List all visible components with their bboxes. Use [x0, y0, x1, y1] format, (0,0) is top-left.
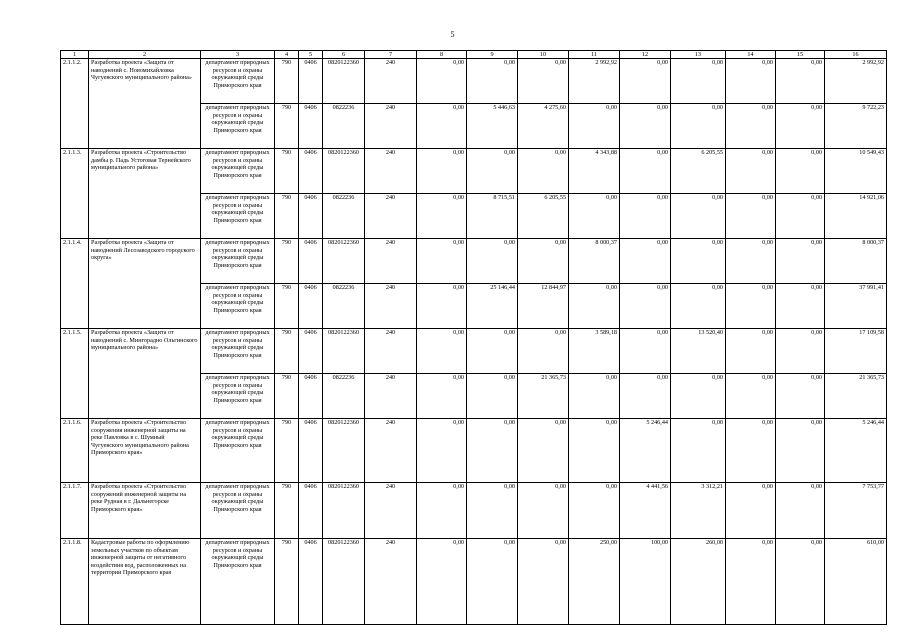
cell-c15: 0,00 — [776, 374, 825, 419]
cell-c11: 0,00 — [569, 194, 620, 239]
cell-c14: 0,00 — [726, 59, 776, 104]
cell-c8: 0,00 — [417, 239, 467, 284]
item-name: Кадастровые работы по оформлению земельных участков по объектам инженерной защиты от негативного воздействия вод, расположенных на территории Приморского края — [89, 539, 201, 625]
column-number: 7 — [365, 51, 417, 59]
cell-c7: 240 — [365, 104, 417, 149]
cell-c13: 0,00 — [671, 104, 726, 149]
cell-c7: 240 — [365, 59, 417, 104]
cell-c13: 0,00 — [671, 239, 726, 284]
cell-c4: 790 — [275, 329, 299, 374]
cell-c11: 4 343,88 — [569, 149, 620, 194]
cell-c13: 260,00 — [671, 539, 726, 625]
cell-c16: 2 992,92 — [825, 59, 887, 104]
cell-c16: 21 365,73 — [825, 374, 887, 419]
header-row — [61, 51, 887, 59]
table-row — [61, 419, 887, 483]
cell-c12: 5 246,44 — [620, 419, 671, 483]
cell-c15: 0,00 — [776, 329, 825, 374]
responsible-executor: департамент природных ресурсов и охраны окружающей среды Приморского края — [201, 284, 275, 329]
cell-c12: 0,00 — [620, 104, 671, 149]
table-row — [61, 329, 887, 374]
cell-c12: 0,00 — [620, 149, 671, 194]
item-name: Разработка проекта «Строительство сооружений инженерной защиты на реке Рудная в г. Дальнегорске Приморского края» — [89, 483, 201, 539]
responsible-executor: департамент природных ресурсов и охраны окружающей среды Приморского края — [201, 104, 275, 149]
cell-c5: 0406 — [299, 194, 323, 239]
column-number: 16 — [825, 51, 887, 59]
cell-c6: 0822236 — [323, 284, 365, 329]
column-number: 11 — [569, 51, 620, 59]
cell-c4: 790 — [275, 59, 299, 104]
table-row — [61, 239, 887, 284]
cell-c7: 240 — [365, 284, 417, 329]
cell-c7: 240 — [365, 149, 417, 194]
cell-c12: 0,00 — [620, 374, 671, 419]
cell-c9: 0,00 — [467, 239, 518, 284]
cell-c14: 0,00 — [726, 419, 776, 483]
column-number: 9 — [467, 51, 518, 59]
cell-c10: 0,00 — [518, 329, 569, 374]
cell-c14: 0,00 — [726, 284, 776, 329]
cell-c7: 240 — [365, 239, 417, 284]
cell-c5: 0406 — [299, 539, 323, 625]
cell-c11: 250,00 — [569, 539, 620, 625]
column-number: 15 — [776, 51, 825, 59]
cell-c7: 240 — [365, 419, 417, 483]
cell-c7: 240 — [365, 374, 417, 419]
cell-c9: 0,00 — [467, 329, 518, 374]
table-row — [61, 539, 887, 625]
cell-c14: 0,00 — [726, 329, 776, 374]
cell-c16: 610,00 — [825, 539, 887, 625]
cell-c15: 0,00 — [776, 419, 825, 483]
cell-c5: 0406 — [299, 239, 323, 284]
cell-c15: 0,00 — [776, 539, 825, 625]
cell-c16: 8 000,37 — [825, 239, 887, 284]
cell-c13: 0,00 — [671, 374, 726, 419]
cell-c15: 0,00 — [776, 194, 825, 239]
cell-c16: 37 991,41 — [825, 284, 887, 329]
cell-c10: 0,00 — [518, 239, 569, 284]
item-name: Разработка проекта «Строительство сооружения инженерной защиты на реке Павловка в с. Шумный Чугуевского муниципального района Приморского края» — [89, 419, 201, 483]
cell-c6: 0822236 — [323, 194, 365, 239]
responsible-executor: департамент природных ресурсов и охраны окружающей среды Приморского края — [201, 239, 275, 284]
cell-c8: 0,00 — [417, 59, 467, 104]
table-row — [61, 483, 887, 539]
responsible-executor: департамент природных ресурсов и охраны окружающей среды Приморского края — [201, 194, 275, 239]
cell-c16: 10 549,43 — [825, 149, 887, 194]
cell-c13: 3 312,21 — [671, 483, 726, 539]
cell-c7: 240 — [365, 329, 417, 374]
cell-c10: 6 205,55 — [518, 194, 569, 239]
item-code: 2.1.1.2. — [61, 59, 89, 149]
cell-c12: 0,00 — [620, 329, 671, 374]
cell-c11: 3 589,18 — [569, 329, 620, 374]
cell-c4: 790 — [275, 539, 299, 625]
cell-c12: 0,00 — [620, 239, 671, 284]
cell-c10: 4 275,60 — [518, 104, 569, 149]
item-code: 2.1.1.3. — [61, 149, 89, 239]
cell-c16: 5 246,44 — [825, 419, 887, 483]
cell-c6: 0820122360 — [323, 329, 365, 374]
cell-c4: 790 — [275, 239, 299, 284]
cell-c13: 6 205,55 — [671, 149, 726, 194]
cell-c13: 0,00 — [671, 59, 726, 104]
cell-c7: 240 — [365, 194, 417, 239]
cell-c14: 0,00 — [726, 374, 776, 419]
column-number: 3 — [201, 51, 275, 59]
cell-c4: 790 — [275, 104, 299, 149]
item-code: 2.1.1.4. — [61, 239, 89, 329]
item-code: 2.1.1.5. — [61, 329, 89, 419]
cell-c6: 0822236 — [323, 104, 365, 149]
cell-c6: 0820122360 — [323, 483, 365, 539]
cell-c7: 240 — [365, 539, 417, 625]
cell-c9: 25 146,44 — [467, 284, 518, 329]
column-number: 14 — [726, 51, 776, 59]
cell-c16: 7 753,77 — [825, 483, 887, 539]
cell-c8: 0,00 — [417, 194, 467, 239]
cell-c4: 790 — [275, 483, 299, 539]
cell-c5: 0406 — [299, 59, 323, 104]
cell-c11: 0,00 — [569, 374, 620, 419]
cell-c4: 790 — [275, 374, 299, 419]
cell-c10: 0,00 — [518, 539, 569, 625]
cell-c13: 0,00 — [671, 419, 726, 483]
cell-c5: 0406 — [299, 329, 323, 374]
cell-c8: 0,00 — [417, 374, 467, 419]
cell-c5: 0406 — [299, 284, 323, 329]
responsible-executor: департамент природных ресурсов и охраны окружающей среды Приморского края — [201, 329, 275, 374]
cell-c5: 0406 — [299, 419, 323, 483]
item-name: Разработка проекта «Защита от наводнений с. Новомихайловка Чугуевского муниципального района» — [89, 59, 201, 149]
cell-c15: 0,00 — [776, 284, 825, 329]
item-name: Разработка проекта «Защита от наводнений Лесозаводского городского округа» — [89, 239, 201, 329]
cell-c4: 790 — [275, 284, 299, 329]
cell-c8: 0,00 — [417, 539, 467, 625]
cell-c8: 0,00 — [417, 284, 467, 329]
item-code: 2.1.1.7. — [61, 483, 89, 539]
cell-c11: 0,00 — [569, 284, 620, 329]
cell-c15: 0,00 — [776, 483, 825, 539]
cell-c12: 4 441,56 — [620, 483, 671, 539]
cell-c9: 0,00 — [467, 374, 518, 419]
table-row — [61, 149, 887, 194]
cell-c14: 0,00 — [726, 539, 776, 625]
budget-table — [60, 50, 887, 625]
column-number: 8 — [417, 51, 467, 59]
cell-c9: 0,00 — [467, 539, 518, 625]
cell-c7: 240 — [365, 483, 417, 539]
cell-c8: 0,00 — [417, 419, 467, 483]
cell-c15: 0,00 — [776, 149, 825, 194]
cell-c15: 0,00 — [776, 104, 825, 149]
cell-c6: 0820122360 — [323, 539, 365, 625]
cell-c6: 0822236 — [323, 374, 365, 419]
cell-c6: 0820122360 — [323, 149, 365, 194]
cell-c11: 8 000,37 — [569, 239, 620, 284]
cell-c10: 12 844,97 — [518, 284, 569, 329]
cell-c10: 0,00 — [518, 59, 569, 104]
column-number: 2 — [89, 51, 201, 59]
cell-c10: 0,00 — [518, 483, 569, 539]
cell-c13: 13 520,40 — [671, 329, 726, 374]
page-number: 5 — [450, 30, 455, 39]
cell-c16: 14 921,06 — [825, 194, 887, 239]
column-number: 5 — [299, 51, 323, 59]
column-number: 12 — [620, 51, 671, 59]
column-number: 1 — [61, 51, 89, 59]
cell-c6: 0820122360 — [323, 419, 365, 483]
cell-c8: 0,00 — [417, 149, 467, 194]
cell-c6: 0820122360 — [323, 239, 365, 284]
cell-c8: 0,00 — [417, 483, 467, 539]
responsible-executor: департамент природных ресурсов и охраны окружающей среды Приморского края — [201, 483, 275, 539]
cell-c14: 0,00 — [726, 239, 776, 284]
cell-c9: 0,00 — [467, 483, 518, 539]
cell-c5: 0406 — [299, 104, 323, 149]
cell-c13: 0,00 — [671, 194, 726, 239]
cell-c9: 8 715,51 — [467, 194, 518, 239]
cell-c4: 790 — [275, 149, 299, 194]
cell-c12: 0,00 — [620, 284, 671, 329]
cell-c13: 0,00 — [671, 284, 726, 329]
cell-c8: 0,00 — [417, 329, 467, 374]
cell-c5: 0406 — [299, 483, 323, 539]
responsible-executor: департамент природных ресурсов и охраны окружающей среды Приморского края — [201, 59, 275, 104]
cell-c5: 0406 — [299, 149, 323, 194]
item-name: Разработка проекта «Защита от наводнений с. Мингорадно Ольгинского муниципального района» — [89, 329, 201, 419]
cell-c12: 100,00 — [620, 539, 671, 625]
cell-c9: 0,00 — [467, 149, 518, 194]
column-number: 4 — [275, 51, 299, 59]
cell-c15: 0,00 — [776, 239, 825, 284]
cell-c14: 0,00 — [726, 194, 776, 239]
cell-c6: 0820122360 — [323, 59, 365, 104]
cell-c15: 0,00 — [776, 59, 825, 104]
column-number: 10 — [518, 51, 569, 59]
cell-c11: 0,00 — [569, 483, 620, 539]
responsible-executor: департамент природных ресурсов и охраны окружающей среды Приморского края — [201, 539, 275, 625]
cell-c4: 790 — [275, 419, 299, 483]
cell-c11: 2 992,92 — [569, 59, 620, 104]
cell-c9: 5 446,63 — [467, 104, 518, 149]
responsible-executor: департамент природных ресурсов и охраны окружающей среды Приморского края — [201, 149, 275, 194]
cell-c9: 0,00 — [467, 419, 518, 483]
cell-c5: 0406 — [299, 374, 323, 419]
column-number: 13 — [671, 51, 726, 59]
cell-c10: 0,00 — [518, 149, 569, 194]
cell-c11: 0,00 — [569, 419, 620, 483]
cell-c8: 0,00 — [417, 104, 467, 149]
item-name: Разработка проекта «Строительство дамбы р. Падь Устоговая Тернейского муниципального района» — [89, 149, 201, 239]
cell-c9: 0,00 — [467, 59, 518, 104]
cell-c16: 9 722,23 — [825, 104, 887, 149]
responsible-executor: департамент природных ресурсов и охраны окружающей среды Приморского края — [201, 419, 275, 483]
cell-c10: 21 365,73 — [518, 374, 569, 419]
cell-c10: 0,00 — [518, 419, 569, 483]
cell-c12: 0,00 — [620, 59, 671, 104]
cell-c16: 17 109,58 — [825, 329, 887, 374]
cell-c14: 0,00 — [726, 149, 776, 194]
item-code: 2.1.1.6. — [61, 419, 89, 483]
cell-c4: 790 — [275, 194, 299, 239]
cell-c14: 0,00 — [726, 483, 776, 539]
table-row — [61, 59, 887, 104]
cell-c14: 0,00 — [726, 104, 776, 149]
column-number: 6 — [323, 51, 365, 59]
cell-c11: 0,00 — [569, 104, 620, 149]
responsible-executor: департамент природных ресурсов и охраны окружающей среды Приморского края — [201, 374, 275, 419]
cell-c12: 0,00 — [620, 194, 671, 239]
item-code: 2.1.1.8. — [61, 539, 89, 625]
